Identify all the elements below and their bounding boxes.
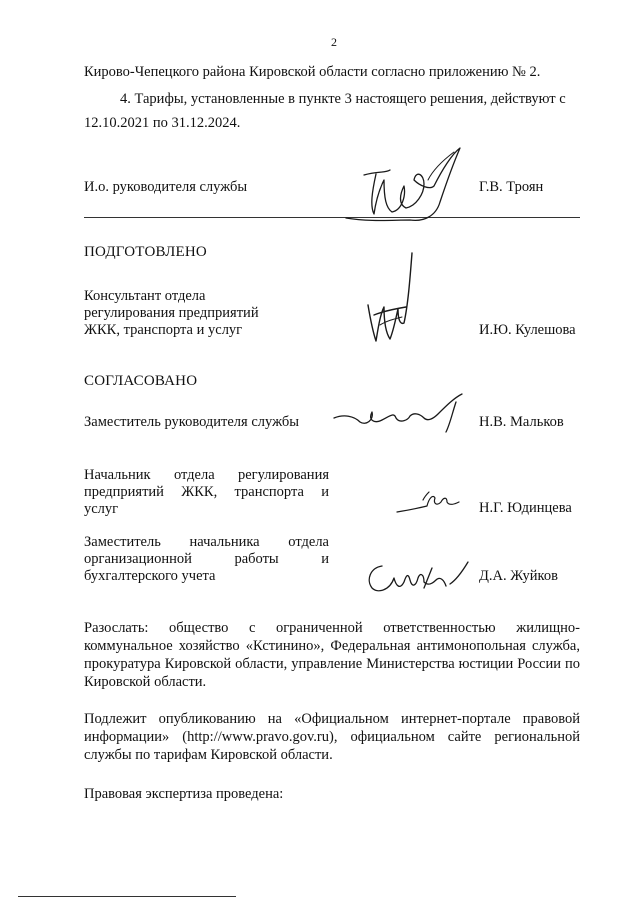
head-signer-name: Г.В. Троян: [479, 179, 544, 195]
agreed-signer-1-signature: [330, 388, 480, 438]
agreed-signer-2-position-line-1: Начальник отдела регулирования: [84, 467, 329, 483]
head-signer-position: И.о. руководителя службы: [84, 179, 248, 195]
agreed-heading: СОГЛАСОВАНО: [84, 373, 198, 389]
agreed-signer-3-position-line-2: организационной работы и: [84, 551, 329, 567]
prepared-position-line-2: регулирования предприятий: [84, 305, 259, 321]
distribution-text: Разослать: общество с ограниченной ответственностью жилищно-коммунальное хозяйство «Кстинино», Федеральная антимонопольная служба, прокуратура Кировской области, управление Министерства юстиции России по Кировской области.: [84, 620, 580, 690]
prepared-position-line-1: Консультант отдела: [84, 288, 206, 304]
agreed-signer-3-signature: [362, 558, 477, 598]
agreed-signer-2-position-line-2: предприятий ЖКК, транспорта и: [84, 484, 329, 500]
prepared-position-line-3: ЖКК, транспорта и услуг: [84, 322, 243, 338]
publication-text: Подлежит опубликованию на «Официальном интернет-портале правовой информации» (http://www.pravo.gov.ru), официальном сайте региональной службы по тарифам Кировской области.: [84, 711, 580, 763]
head-signature: [320, 140, 470, 230]
agreed-signer-1-name: Н.В. Мальков: [479, 414, 564, 430]
intro-line-1: Кирово-Чепецкого района Кировской области согласно приложению № 2.: [84, 64, 541, 80]
intro-line-2: 4. Тарифы, установленные в пункте 3 настоящего решения, действуют с: [120, 91, 566, 107]
agreed-signer-2-signature: [395, 488, 475, 518]
intro-line-3: 12.10.2021 по 31.12.2024.: [84, 115, 241, 131]
legal-review-label: Правовая экспертиза проведена:: [84, 786, 284, 802]
agreed-signer-2-position-line-3: услуг: [84, 501, 119, 517]
agreed-signer-1-position: Заместитель руководителя службы: [84, 414, 300, 430]
prepared-signature: [360, 245, 420, 355]
agreed-signer-3-name: Д.А. Жуйков: [479, 568, 558, 584]
prepared-heading: ПОДГОТОВЛЕНО: [84, 244, 207, 260]
agreed-signer-2-name: Н.Г. Юдинцева: [479, 500, 572, 516]
agreed-signer-3-position-line-1: Заместитель начальника отдела: [84, 534, 329, 550]
page-number: 2: [331, 35, 337, 49]
agreed-signer-3-position-line-3: бухгалтерского учета: [84, 568, 216, 584]
prepared-name: И.Ю. Кулешова: [479, 322, 576, 338]
footer-line: [18, 896, 236, 897]
